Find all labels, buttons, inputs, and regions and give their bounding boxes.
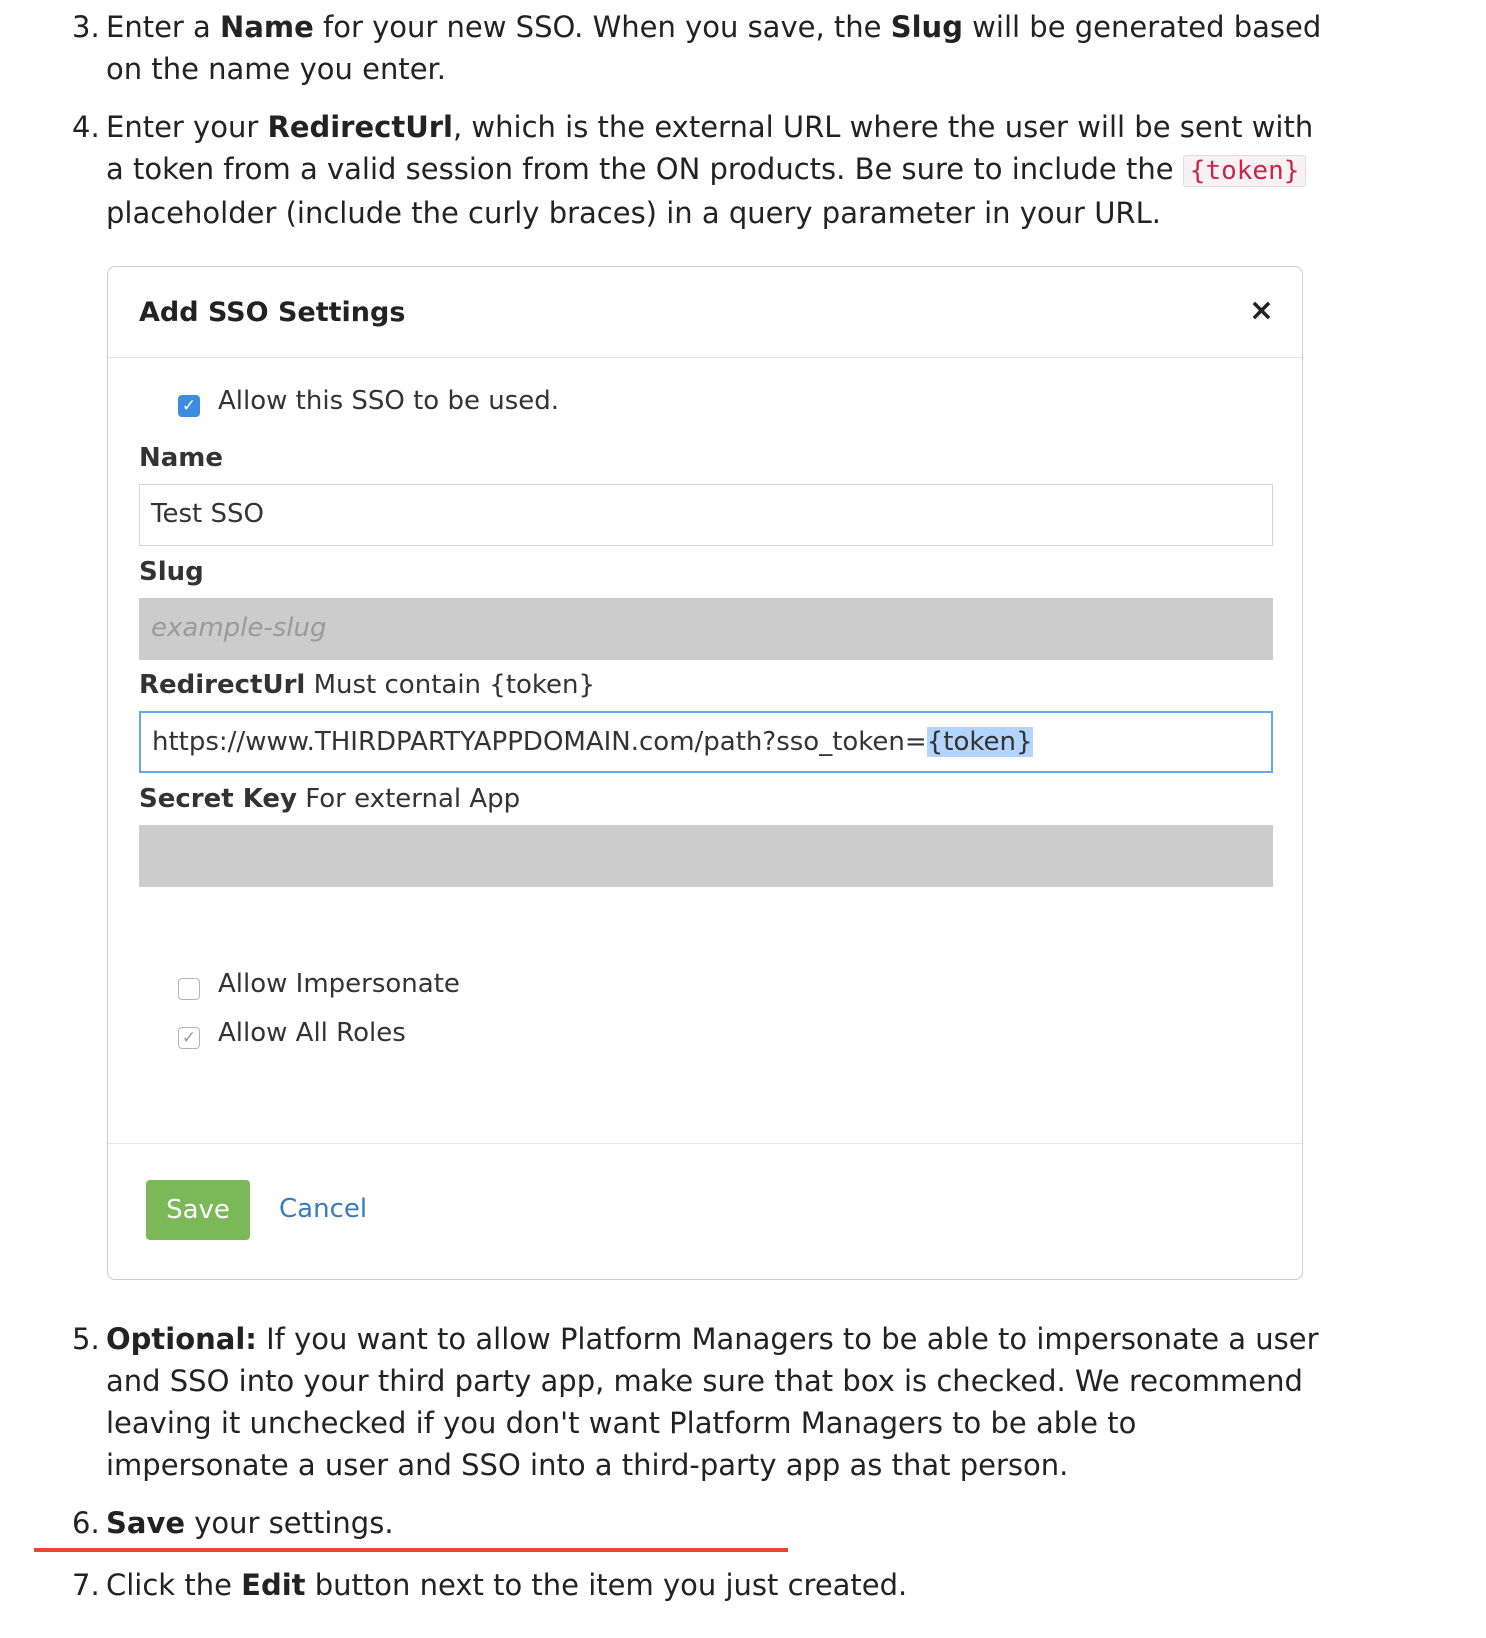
allow-all-roles-checkbox[interactable]: ✓: [178, 1027, 200, 1049]
step-text: Save your settings.: [106, 1506, 394, 1540]
allow-impersonate-label: Allow Impersonate: [218, 969, 460, 999]
red-underline-annotation: [34, 1548, 788, 1552]
step-number: 3.: [72, 10, 100, 44]
step-3: [72, 6, 1322, 90]
cancel-link[interactable]: Cancel: [279, 1194, 368, 1224]
step-number: 6.: [72, 1506, 100, 1540]
redirecturl-label: RedirectUrl Must contain {token}: [139, 670, 596, 700]
name-label: Name: [139, 443, 224, 473]
allow-impersonate-checkbox[interactable]: [178, 978, 200, 1000]
modal-title: Add SSO Settings: [139, 297, 406, 328]
secret-key-label: Secret Key For external App: [139, 784, 521, 814]
modal-header: [108, 267, 1302, 358]
step-number: 5.: [72, 1322, 100, 1356]
secret-key-input[interactable]: [139, 825, 1273, 887]
allow-sso-label: Allow this SSO to be used.: [218, 386, 560, 416]
allow-sso-checkbox[interactable]: ✓: [178, 395, 200, 417]
save-button[interactable]: Save: [146, 1180, 250, 1240]
slug-label: Slug: [139, 557, 204, 587]
step-6: [72, 1502, 1322, 1544]
allow-all-roles-label: Allow All Roles: [218, 1018, 406, 1048]
step-number: 4.: [72, 110, 100, 144]
step-number: 7.: [72, 1568, 100, 1602]
slug-input[interactable]: example-slug: [139, 598, 1273, 660]
step-text: Enter your RedirectUrl, which is the external URL where the user will be sent with a token from a valid session from the ON products. Be sure to include the {token} placeholder (include the curly braces) in a query parameter in your URL.: [106, 110, 1314, 230]
selected-token: {token}: [926, 727, 1033, 757]
step-4: [72, 106, 1322, 234]
step-text: Enter a Name for your new SSO. When you save, the Slug will be generated based on the name you enter.: [106, 10, 1322, 86]
close-icon[interactable]: ×: [1248, 293, 1274, 328]
add-sso-settings-dialog: [107, 266, 1303, 1280]
step-text: Click the Edit button next to the item you just created.: [106, 1568, 908, 1602]
name-input[interactable]: Test SSO: [139, 484, 1273, 546]
step-7: [72, 1564, 1322, 1606]
redirecturl-input[interactable]: https://www.THIRDPARTYAPPDOMAIN.com/path?sso_token={token}: [139, 711, 1273, 773]
step-text: Optional: If you want to allow Platform Managers to be able to impersonate a user and SSO into your third party app, make sure that box is checked. We recommend leaving it unchecked if you don't want Platform Managers to be able to impersonate a user and SSO into a third-party app as that person.: [106, 1322, 1319, 1482]
step-5: [72, 1318, 1322, 1486]
token-code: {token}: [1183, 155, 1307, 187]
